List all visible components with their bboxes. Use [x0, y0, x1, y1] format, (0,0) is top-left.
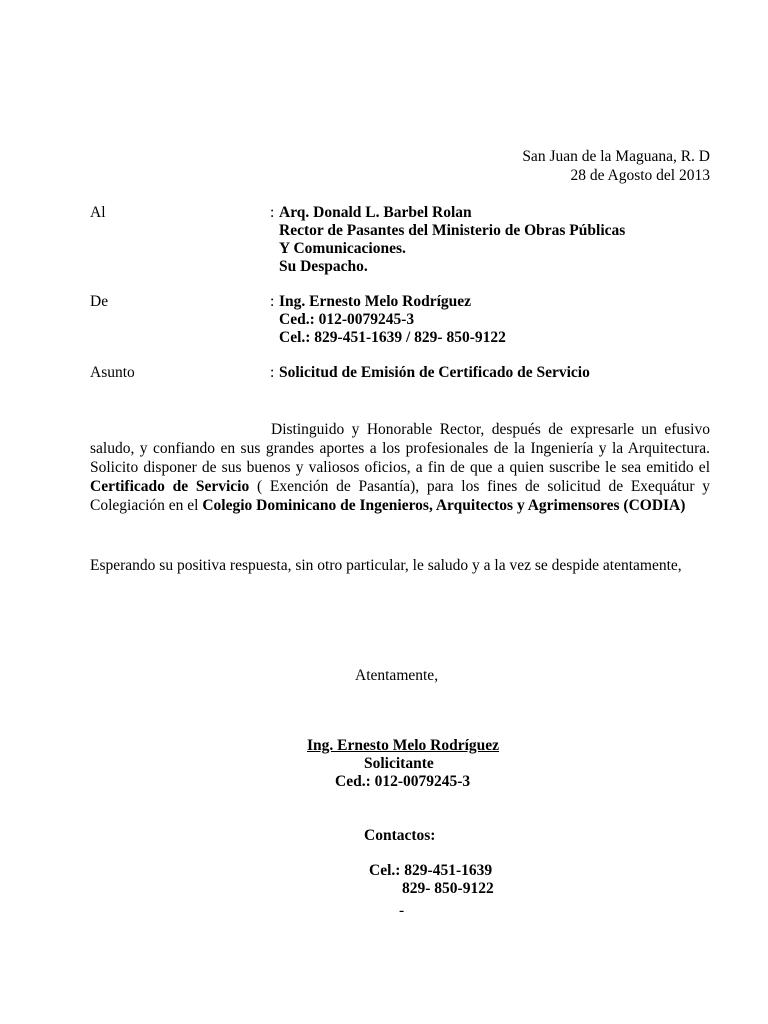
subject-label: Asunto [90, 364, 135, 381]
to-name: Arq. Donald L. Barbel Rolan [279, 204, 472, 221]
date-line: 28 de Agosto del 2013 [570, 167, 710, 184]
to-title-cont: Y Comunicaciones. [279, 240, 406, 257]
closing: Atentamente, [355, 667, 439, 684]
from-label: De [90, 293, 109, 310]
place-line: San Juan de la Maguana, R. D [522, 148, 710, 165]
from-colon: : [270, 293, 275, 310]
contact-phone-2: 829- 850-9122 [402, 880, 494, 897]
from-id: Ced.: 012-0079245-3 [279, 311, 415, 328]
trailing-dash: - [399, 902, 405, 919]
signature-id: Ced.: 012-0079245-3 [335, 773, 471, 790]
body-p1-intro: Distinguido y Honorable Rector, después de expresarle un efusivo saludo, y confiando en sus grandes aportes a los profesionales de la Ingeniería y la Arquitectura. Solicito disponer de sus buenos y valiosos oficios, a fin de que a quien suscribe le sea emitido el [90, 421, 710, 476]
to-title: Rector de Pasantes del Ministerio de Obras Públicas [279, 222, 626, 239]
body-paragraph-2: Esperando su positiva respuesta, sin otro particular, le saludo y a la vez se despide atentamente, [90, 557, 682, 574]
from-phone: Cel.: 829-451-1639 / 829- 850-9122 [279, 329, 506, 346]
contact-phone-1: Cel.: 829-451-1639 [369, 862, 493, 879]
contacts-title: Contactos: [364, 827, 436, 844]
body-paragraph-1 [90, 420, 710, 515]
body-p1-codia: Colegio Dominicano de Ingenieros, Arquitectos y Agrimensores (CODIA) [202, 497, 686, 514]
to-colon: : [270, 204, 275, 221]
from-name: Ing. Ernesto Melo Rodríguez [279, 293, 472, 310]
body-p1-certificate: Certificado de Servicio [90, 478, 250, 495]
body-p1-purpose: ( Exención de Pasantía), para los fines de solicitud de Exequátur y Colegiación en el [90, 478, 711, 514]
subject-text: Solicitud de Emisión de Certificado de Servicio [279, 364, 590, 381]
subject-colon: : [270, 364, 275, 381]
to-office: Su Despacho. [279, 258, 368, 275]
signature-name: Ing. Ernesto Melo Rodríguez [307, 737, 500, 754]
signature-role: Solicitante [364, 755, 434, 772]
to-label: Al [90, 204, 106, 221]
